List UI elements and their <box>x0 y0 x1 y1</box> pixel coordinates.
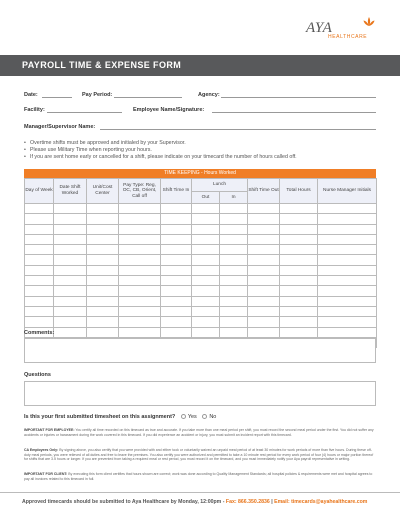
table-cell[interactable] <box>54 286 87 296</box>
table-cell[interactable] <box>161 317 192 327</box>
table-cell[interactable] <box>54 276 87 286</box>
table-cell[interactable] <box>119 296 161 306</box>
table-row <box>25 245 377 255</box>
table-cell[interactable] <box>220 306 248 316</box>
table-cell[interactable] <box>25 265 54 275</box>
table-cell[interactable] <box>161 276 192 286</box>
table-cell[interactable] <box>54 317 87 327</box>
table-row <box>25 327 377 337</box>
table-cell[interactable] <box>25 306 54 316</box>
form-title: PAYROLL TIME & EXPENSE FORM <box>22 60 182 70</box>
comments-box[interactable] <box>24 338 376 363</box>
pay-period-label: Pay Period: <box>82 92 113 98</box>
table-cell[interactable] <box>54 296 87 306</box>
client-disclaimer-text: By executing this form client certifies that hours shown are correct; work was done according to Quality Management Standards; all hospital policies & requirements were met and hospital agrees to pay all invoices related to this timecard in full. <box>24 472 373 481</box>
table-cell[interactable] <box>248 214 280 224</box>
agency-label: Agency: <box>198 92 220 98</box>
table-cell[interactable] <box>280 296 318 306</box>
table-cell[interactable] <box>248 327 280 337</box>
table-cell[interactable] <box>280 204 318 214</box>
table-cell[interactable] <box>54 306 87 316</box>
table-cell[interactable] <box>280 224 318 234</box>
table-cell[interactable] <box>119 245 161 255</box>
table-cell[interactable] <box>87 276 119 286</box>
table-cell[interactable] <box>192 265 220 275</box>
yes-label: Yes <box>187 414 197 420</box>
table-cell[interactable] <box>318 306 377 316</box>
table-row <box>25 276 377 286</box>
table-row <box>25 255 377 265</box>
table-cell[interactable] <box>161 296 192 306</box>
table-row <box>25 204 377 214</box>
comments-label: Comments: <box>24 330 55 336</box>
table-cell[interactable] <box>119 306 161 316</box>
table-cell[interactable] <box>161 286 192 296</box>
table-cell[interactable] <box>248 255 280 265</box>
first-timesheet-row <box>24 414 216 420</box>
table-cell[interactable] <box>280 276 318 286</box>
table-cell[interactable] <box>248 276 280 286</box>
table-cell[interactable] <box>87 265 119 275</box>
first-timesheet-question: Is this your first submitted timesheet on this assignment? <box>24 414 176 420</box>
table-cell[interactable] <box>119 265 161 275</box>
table-cell[interactable] <box>220 276 248 286</box>
table-cell[interactable] <box>25 255 54 265</box>
col-lunch: Lunch <box>192 179 248 192</box>
table-cell[interactable] <box>280 327 318 337</box>
table-row <box>25 234 377 244</box>
table-cell[interactable] <box>280 265 318 275</box>
table-cell[interactable] <box>87 327 119 337</box>
employee-signature-label: Employee Name/Signature: <box>133 107 205 113</box>
table-cell[interactable] <box>220 296 248 306</box>
table-cell[interactable] <box>54 214 87 224</box>
table-cell[interactable] <box>220 327 248 337</box>
table-cell[interactable] <box>318 286 377 296</box>
table-row <box>25 306 377 316</box>
questions-box[interactable] <box>24 381 376 406</box>
yes-radio[interactable] <box>181 414 186 419</box>
table-cell[interactable] <box>280 255 318 265</box>
table-cell[interactable] <box>318 204 377 214</box>
table-cell[interactable] <box>87 204 119 214</box>
table-cell[interactable] <box>220 204 248 214</box>
lotus-flower-icon <box>362 16 376 30</box>
col-date-shift-worked: Date Shift Worked <box>54 179 87 204</box>
table-cell[interactable] <box>87 317 119 327</box>
table-cell[interactable] <box>280 234 318 244</box>
table-cell[interactable] <box>192 296 220 306</box>
table-cell[interactable] <box>220 255 248 265</box>
table-cell[interactable] <box>318 234 377 244</box>
table-cell[interactable] <box>119 214 161 224</box>
table-cell[interactable] <box>25 214 54 224</box>
table-cell[interactable] <box>161 204 192 214</box>
table-cell[interactable] <box>54 204 87 214</box>
table-cell[interactable] <box>192 255 220 265</box>
instruction-item: • Please use Military Time when reporting your hours. <box>24 147 384 154</box>
logo-subtitle: HEALTHCARE <box>328 34 368 40</box>
timekeeping-table <box>24 169 376 348</box>
table-cell[interactable] <box>87 286 119 296</box>
table-row <box>25 286 377 296</box>
table-cell[interactable] <box>161 255 192 265</box>
instructions-list <box>24 140 384 162</box>
agency-field[interactable] <box>221 97 376 98</box>
table-cell[interactable] <box>192 224 220 234</box>
employee-signature-field[interactable] <box>212 112 376 113</box>
table-cell[interactable] <box>248 234 280 244</box>
table-cell[interactable] <box>119 327 161 337</box>
col-lunch-out: Out <box>192 192 220 204</box>
col-unit-cost-center: Unit/Cost Center <box>87 179 119 204</box>
table-cell[interactable] <box>318 224 377 234</box>
table-cell[interactable] <box>25 204 54 214</box>
table-cell[interactable] <box>119 286 161 296</box>
table-cell[interactable] <box>25 286 54 296</box>
table-row <box>25 265 377 275</box>
table-cell[interactable] <box>318 255 377 265</box>
table-cell[interactable] <box>87 245 119 255</box>
table-cell[interactable] <box>87 296 119 306</box>
table-cell[interactable] <box>220 265 248 275</box>
col-nurse-manager-initials: Nurse Manager Initials <box>318 179 377 204</box>
employee-disclaimer-text: You certify all time recorded on this timecard as true and accurate. If you take more than one meal period per shift, you must record the second meal period under the first. You did not suffer any accidents or injuries or harassment during the work covered in this timecard. If you did experience an accident or injury, you must submit an incident report with this timecard. <box>24 428 374 437</box>
date-label: Date: <box>24 92 38 98</box>
table-cell[interactable] <box>192 327 220 337</box>
table-cell[interactable] <box>220 224 248 234</box>
table-cell[interactable] <box>119 255 161 265</box>
table-row <box>25 214 377 224</box>
table-cell[interactable] <box>192 276 220 286</box>
hours-grid-body <box>25 204 377 348</box>
table-cell[interactable] <box>25 234 54 244</box>
table-cell[interactable] <box>119 234 161 244</box>
table-cell[interactable] <box>119 204 161 214</box>
table-cell[interactable] <box>54 255 87 265</box>
table-cell[interactable] <box>220 234 248 244</box>
table-cell[interactable] <box>54 234 87 244</box>
aya-healthcare-logo <box>306 20 376 42</box>
table-cell[interactable] <box>192 204 220 214</box>
table-cell[interactable] <box>161 265 192 275</box>
table-cell[interactable] <box>280 306 318 316</box>
table-cell[interactable] <box>87 214 119 224</box>
table-row <box>25 224 377 234</box>
no-radio[interactable] <box>202 414 207 419</box>
table-cell[interactable] <box>192 317 220 327</box>
table-cell[interactable] <box>25 296 54 306</box>
table-cell[interactable] <box>161 327 192 337</box>
footer-instruction: Approved timecards should be submitted to Aya Healthcare by Monday, 12:00pm - <box>22 499 225 505</box>
table-cell[interactable] <box>248 286 280 296</box>
ca-disclaimer <box>24 448 376 462</box>
table-cell[interactable] <box>161 234 192 244</box>
client-disclaimer-heading: IMPORTANT FOR CLIENT: <box>24 472 68 476</box>
table-cell[interactable] <box>248 224 280 234</box>
facility-label: Facility: <box>24 107 45 113</box>
table-cell[interactable] <box>54 265 87 275</box>
table-cell[interactable] <box>280 317 318 327</box>
footer-divider <box>0 492 400 493</box>
manager-field[interactable] <box>100 129 376 130</box>
table-cell[interactable] <box>280 286 318 296</box>
instruction-item: • If you are sent home early or cancelled for a shift, please indicate on your timecard the number of hours called off. <box>24 154 384 161</box>
form-title-bar <box>0 55 400 76</box>
table-cell[interactable] <box>318 296 377 306</box>
table-row <box>25 317 377 327</box>
table-cell[interactable] <box>248 317 280 327</box>
table-cell[interactable] <box>25 224 54 234</box>
client-disclaimer <box>24 472 376 481</box>
table-cell[interactable] <box>54 245 87 255</box>
table-cell[interactable] <box>161 224 192 234</box>
table-cell[interactable] <box>192 286 220 296</box>
col-shift-time-out: Shift Time Out <box>248 179 280 204</box>
hours-grid <box>24 178 377 348</box>
table-cell[interactable] <box>87 234 119 244</box>
employee-disclaimer <box>24 428 376 437</box>
table-cell[interactable] <box>248 306 280 316</box>
table-cell[interactable] <box>54 224 87 234</box>
table-cell[interactable] <box>87 224 119 234</box>
table-row <box>25 296 377 306</box>
table-cell[interactable] <box>54 327 87 337</box>
ca-disclaimer-heading: CA Employees Only: <box>24 448 59 452</box>
table-cell[interactable] <box>318 317 377 327</box>
col-day-of-week: Day of Week <box>25 179 54 204</box>
col-shift-time-in: Shift Time In <box>161 179 192 204</box>
table-cell[interactable] <box>280 245 318 255</box>
table-cell[interactable] <box>161 245 192 255</box>
manager-label: Manager/Supervisor Name: <box>24 124 96 130</box>
footer-email-link[interactable]: Email: timecards@ayahealthcare.com <box>274 499 368 505</box>
questions-label: Questions <box>24 372 51 378</box>
pay-period-field[interactable] <box>114 97 182 98</box>
table-cell[interactable] <box>192 234 220 244</box>
table-cell[interactable] <box>220 245 248 255</box>
table-cell[interactable] <box>220 286 248 296</box>
table-cell[interactable] <box>119 317 161 327</box>
table-cell[interactable] <box>25 317 54 327</box>
timekeeping-header: TIME KEEPING - Hours Worked <box>24 169 376 178</box>
table-cell[interactable] <box>248 296 280 306</box>
table-cell[interactable] <box>87 306 119 316</box>
table-cell[interactable] <box>318 214 377 224</box>
table-cell[interactable] <box>318 327 377 337</box>
table-cell[interactable] <box>25 276 54 286</box>
table-cell[interactable] <box>220 214 248 224</box>
table-cell[interactable] <box>192 306 220 316</box>
table-cell[interactable] <box>248 245 280 255</box>
no-label: No <box>209 414 217 420</box>
table-cell[interactable] <box>25 245 54 255</box>
table-cell[interactable] <box>220 317 248 327</box>
table-cell[interactable] <box>280 214 318 224</box>
table-cell[interactable] <box>161 214 192 224</box>
table-cell[interactable] <box>87 255 119 265</box>
col-lunch-in: In <box>220 192 248 204</box>
ca-disclaimer-text: By signing above, you also certify that you were provided with and either took or voluntarily waived an unpaid meal period of at least 30 minutes for work periods of more than five hours. During these off-duty meal periods, you were relieved of all duties and free to leave the premises. You also certify you were authorized and permitted to take a 10 minute rest period for every work period of four (4) hours or major portion thereof for shifts that are 3.5 hours or longer. If you are prevented from taking a required meal or rest period, you must record it on the timecard, and you must immediately notify your Aya payroll representative in writing. <box>24 448 374 462</box>
table-cell[interactable] <box>161 306 192 316</box>
footer-fax: Fax: 866.350.2836 <box>225 499 270 505</box>
instruction-item: • Overtime shifts must be approved and initialed by your Supervisor. <box>24 140 384 147</box>
col-pay-type: Pay Type: Reg, OC, CB, Orient, Call off <box>119 179 161 204</box>
table-cell[interactable] <box>119 224 161 234</box>
table-cell[interactable] <box>248 265 280 275</box>
date-field[interactable] <box>42 97 72 98</box>
table-cell[interactable] <box>318 276 377 286</box>
table-cell[interactable] <box>192 214 220 224</box>
table-cell[interactable] <box>192 245 220 255</box>
table-cell[interactable] <box>248 204 280 214</box>
footer: Approved timecards should be submitted to Aya Healthcare by Monday, 12:00pm - Fax: 866.350.2836 | Email: timecards@ayahealthcare.com <box>22 499 368 505</box>
table-cell[interactable] <box>318 245 377 255</box>
logo-wordmark: AYA <box>306 20 333 36</box>
col-total-hours: Total Hours <box>280 179 318 204</box>
table-cell[interactable] <box>119 276 161 286</box>
facility-field[interactable] <box>47 112 122 113</box>
employee-disclaimer-heading: IMPORTANT FOR EMPLOYEE: <box>24 428 75 432</box>
table-cell[interactable] <box>318 265 377 275</box>
